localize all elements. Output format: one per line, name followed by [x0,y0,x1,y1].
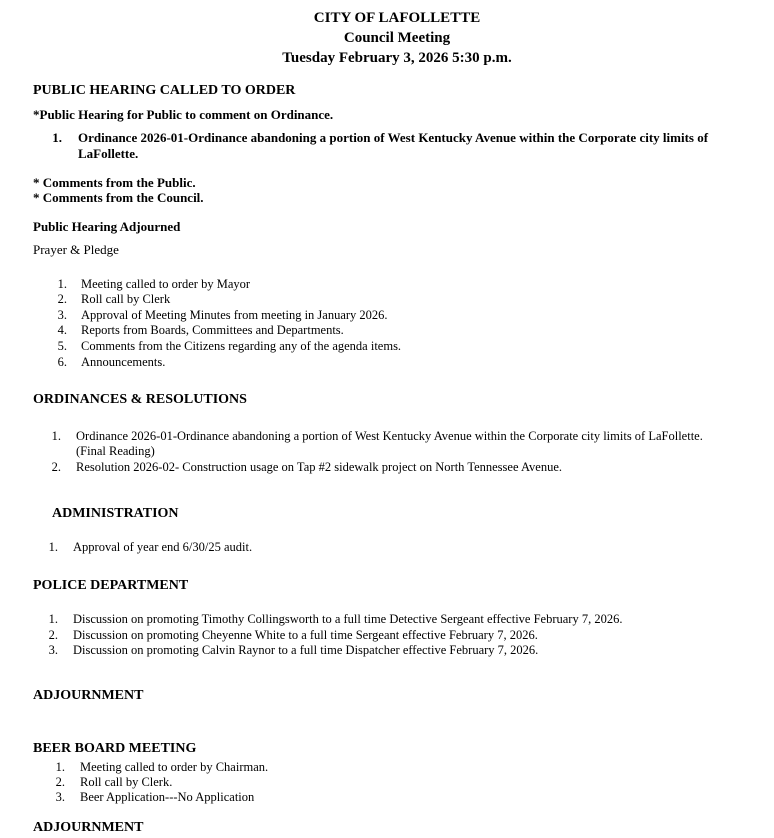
list-number: 1. [57,277,67,291]
list-number: 2. [57,292,67,306]
list-number: 1. [52,130,62,145]
list-number: 2. [55,775,65,789]
list-number: 1. [48,612,58,626]
hearing-ordinance-line1: Ordinance 2026-01-Ordinance abandoning a portion of West Kentucky Avenue within the Corporate city limits of [78,130,709,145]
police-title: POLICE DEPARTMENT [33,578,189,593]
list-number: 1. [51,429,61,443]
adjournment-heading-final: ADJOURNMENT [33,820,144,835]
public-hearing-subtitle: *Public Hearing for Public to comment on Ordinance. [33,107,334,122]
ordinance-line2: (Final Reading) [76,444,155,458]
list-item: Meeting called to order by Mayor [81,277,251,291]
beer-board-item: Roll call by Clerk. [80,775,173,789]
beer-board-title: BEER BOARD MEETING [33,741,197,756]
ordinance-line1: Ordinance 2026-01-Ordinance abandoning a portion of West Kentucky Avenue within the Corporate city limits of LaFollette. [76,429,703,443]
prayer-pledge: Prayer & Pledge [33,242,119,257]
public-hearing-title: PUBLIC HEARING CALLED TO ORDER [33,83,296,98]
meeting-type: Council Meeting [343,30,451,46]
adjournment-heading: ADJOURNMENT [33,688,144,703]
administration-item: Approval of year end 6/30/25 audit. [73,540,253,554]
list-item: Announcements. [81,355,166,369]
list-number: 2. [51,460,61,474]
police-item: Discussion on promoting Calvin Raynor to a full time Dispatcher effective February 7, 2026. [73,643,539,657]
comments-public: * Comments from the Public. [33,175,196,190]
list-item: Reports from Boards, Committees and Departments. [81,323,344,337]
list-number: 1. [48,540,58,554]
ordinances-title: ORDINANCES & RESOLUTIONS [33,392,247,407]
administration-title: ADMINISTRATION [52,506,179,521]
beer-board-item: Meeting called to order by Chairman. [80,760,269,774]
list-item: Roll call by Clerk [81,292,171,306]
city-name: CITY OF LAFOLLETTE [313,10,481,26]
public-hearing-adjourned: Public Hearing Adjourned [33,219,181,234]
list-item: Comments from the Citizens regarding any of the agenda items. [81,339,402,353]
list-number: 4. [57,323,67,337]
beer-board-item: Beer Application---No Application [80,790,255,804]
list-number: 3. [48,643,58,657]
list-item: Approval of Meeting Minutes from meeting in January 2026. [81,308,388,322]
resolution-item: Resolution 2026-02- Construction usage on Tap #2 sidewalk project on North Tennessee Avenue. [76,460,563,474]
hearing-ordinance-line2: LaFollette. [78,146,139,161]
list-number: 5. [57,339,67,353]
meeting-date: Tuesday February 3, 2026 5:30 p.m. [282,50,512,66]
list-number: 2. [48,628,58,642]
police-item: Discussion on promoting Cheyenne White to a full time Sergeant effective February 7, 2026. [73,628,538,642]
list-number: 6. [57,355,67,369]
list-number: 3. [57,308,67,322]
list-number: 3. [55,790,65,804]
police-item: Discussion on promoting Timothy Collingsworth to a full time Detective Sergeant effective February 7, 2026. [73,612,623,626]
comments-council: * Comments from the Council. [33,190,204,205]
list-number: 1. [55,760,65,774]
